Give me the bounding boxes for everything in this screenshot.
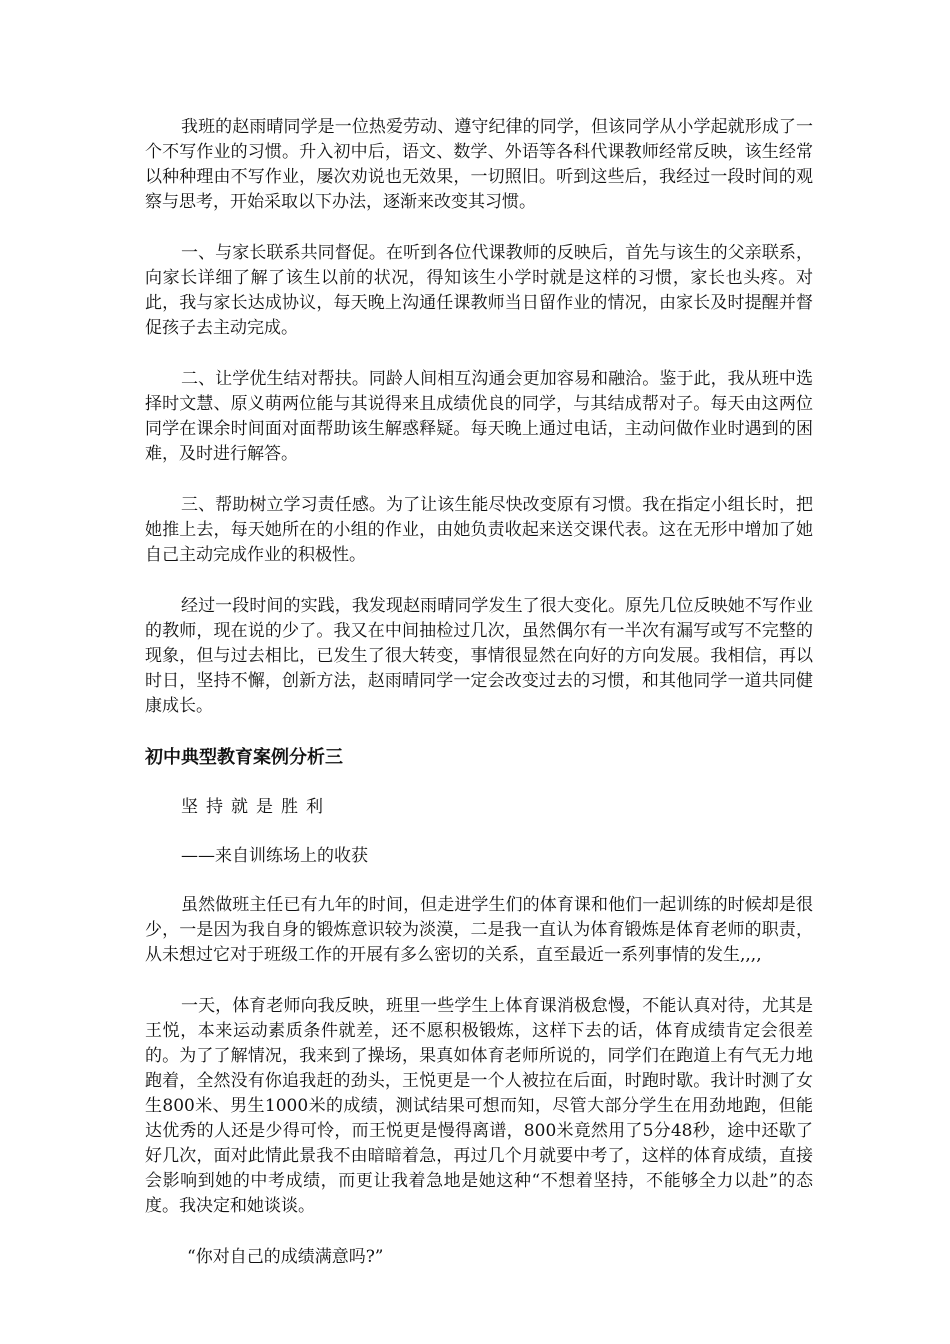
- section-heading: 初中典型教育案例分析三: [145, 747, 343, 768]
- paragraph-measure-three: 三、帮助树立学习责任感。为了让该生能尽快改变原有习惯。我在指定小组长时，把她推上去，每天她所在的小组的作业，由她负责收起来送交课代表。这在无形中增加了她自己主动完成作业的积极性。: [145, 495, 813, 565]
- paragraph-intro: 我班的赵雨晴同学是一位热爱劳动、遵守纪律的同学，但该同学从小学起就形成了一个不写作业的习惯。升入初中后，语文、数学、外语等各科代课教师经常反映，该生经常以种种理由不写作业，屡次劝说也无效果，一切照旧。听到这些后，我经过一段时间的观察与思考，开始采取以下办法，逐渐来改变其习惯。: [145, 117, 813, 212]
- case-source-line: ——来自训练场上的收获: [181, 846, 368, 866]
- paragraph-measure-two: 二、让学优生结对帮扶。同龄人间相互沟通会更加容易和融洽。鉴于此，我从班中选择时文慧、原义萌两位能与其说得来且成绩优良的同学，与其结成帮对子。每天由这两位同学在课余时间面对面帮助该生解惑释疑。每天晚上通过电话，主动问做作业时遇到的困难，及时进行解答。: [145, 369, 813, 464]
- dialog-line: “你对自己的成绩满意吗?”: [187, 1247, 384, 1267]
- case-subtitle: 坚持就是胜利: [181, 797, 331, 817]
- paragraph-result: 经过一段时间的实践，我发现赵雨晴同学发生了很大变化。原先几位反映她不写作业的教师，现在说的少了。我又在中间抽检过几次，虽然偶尔有一半次有漏写或写不完整的现象，但与过去相比，已发生了很大转变，事情很显然在向好的方向发展。我相信，再以时日，坚持不懈，创新方法，赵雨晴同学一定会改变过去的习惯，和其他同学一道共同健康成长。: [145, 596, 813, 716]
- paragraph-case-event: 一天，体育老师向我反映，班里一些学生上体育课消极怠慢，不能认真对待，尤其是王悦，本来运动素质条件就差，还不愿积极锻炼，这样下去的话，体育成绩肯定会很差的。为了了解情况，我来到了操场，果真如体育老师所说的，同学们在跑道上有气无力地跑着，全然没有你追我赶的劲头，王悦更是一个人被拉在后面，时跑时歇。我计时测了女生800米、男生1000米的成绩，测试结果可想而知，尽管大部分学生在用劲地跑，但能达优秀的人还是少得可怜，而王悦更是慢得离谱，800米竟然用了5分48秒，途中还歇了好几次，面对此情此景我不由暗暗着急，再过几个月就要中考了，这样的体育成绩，直接会影响到她的中考成绩，而更让我着急地是她这种“不想着坚持，不能够全力以赴”的态度。我决定和她谈谈。: [145, 996, 813, 1216]
- paragraph-case-intro: 虽然做班主任已有九年的时间，但走进学生们的体育课和他们一起训练的时候却是很少，一是因为我自身的锻炼意识较为淡漠，二是我一直认为体育锻炼是体育老师的职责，从未想过它对于班级工作的开展有多么密切的关系，直至最近一系列事情的发生,,,,: [145, 895, 813, 965]
- paragraph-measure-one: 一、与家长联系共同督促。在听到各位代课教师的反映后，首先与该生的父亲联系，向家长详细了解了该生以前的状况，得知该生小学时就是这样的习惯，家长也头疼。对此，我与家长达成协议，每天晚上沟通任课教师当日留作业的情况，由家长及时提醒并督促孩子去主动完成。: [145, 243, 813, 338]
- document-body: [145, 115, 813, 1294]
